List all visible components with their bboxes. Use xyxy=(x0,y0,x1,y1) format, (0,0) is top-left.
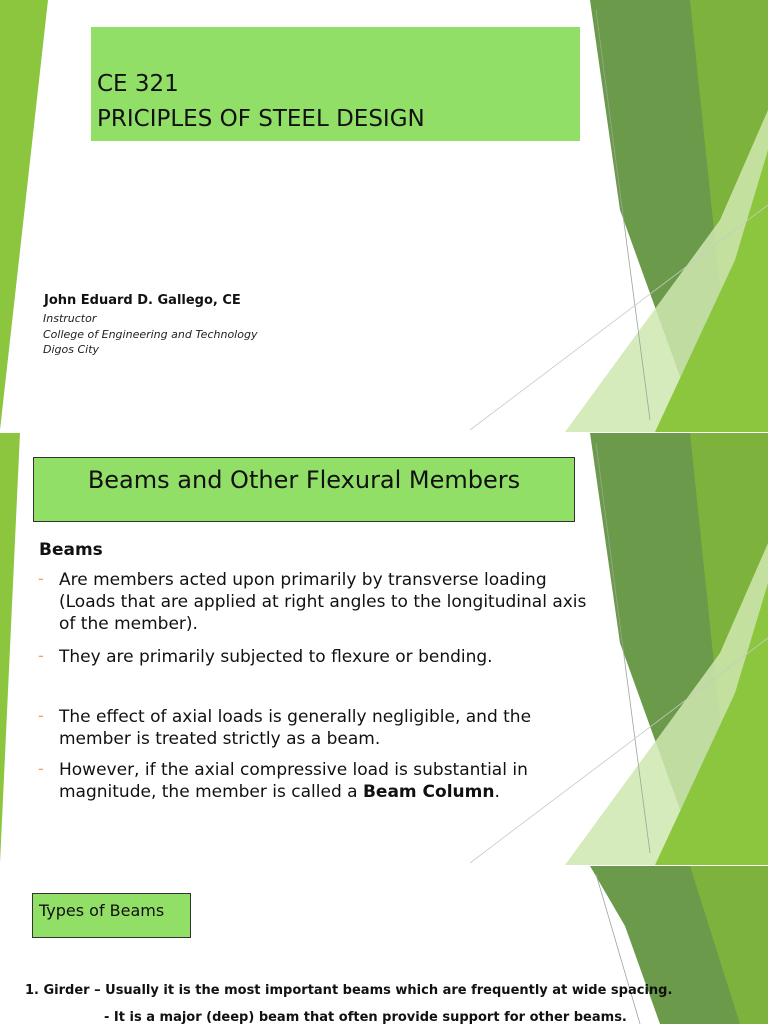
bullet-dash: - xyxy=(38,646,44,665)
types-heading: Types of Beams xyxy=(39,901,165,920)
heading-box xyxy=(33,457,575,522)
author-name: John Eduard D. Gallego, CE xyxy=(44,293,241,308)
bullet-text xyxy=(59,759,599,803)
slide-3-decoration xyxy=(0,866,768,1024)
author-city: Digos City xyxy=(43,343,100,356)
list-item: 1. Girder – Usually it is the most important beams which are frequently at wide spacing. xyxy=(25,983,673,998)
list-item-subtext: - It is a major (deep) beam that often provide support for other beams. xyxy=(104,1010,627,1024)
bullet-text-prefix: However, if the axial compressive load is substantial in magnitude, the member is called a xyxy=(59,760,528,802)
bullet-dash: - xyxy=(38,706,44,725)
bullet-dash: - xyxy=(38,569,44,588)
types-heading-box xyxy=(32,893,191,938)
left-accent-shape xyxy=(0,433,20,863)
beam-column-term: Beam Column xyxy=(362,782,495,802)
bullet-text: They are primarily subjected to flexure or bending. xyxy=(59,647,493,667)
course-title: PRICIPLES OF STEEL DESIGN xyxy=(97,106,425,132)
slide-2 xyxy=(0,433,768,865)
author-college: College of Engineering and Technology xyxy=(43,328,258,341)
bullet-text: The effect of axial loads is generally negligible, and the member is treated strictly as a beam. xyxy=(59,707,532,749)
course-code: CE 321 xyxy=(97,71,179,97)
bullet-dash: - xyxy=(38,759,44,778)
bullet-text: Are members acted upon primarily by transverse loading (Loads that are applied at right angles to the longitudinal axis of the member). xyxy=(59,570,587,634)
slide-1 xyxy=(0,0,768,432)
bullet-text-suffix: . xyxy=(494,782,500,802)
left-accent-shape xyxy=(0,0,48,430)
slide-3 xyxy=(0,866,768,1024)
subheading: Beams xyxy=(39,540,103,560)
slide-heading: Beams and Other Flexural Members xyxy=(87,466,521,494)
title-box xyxy=(91,27,580,141)
author-role: Instructor xyxy=(43,312,97,325)
